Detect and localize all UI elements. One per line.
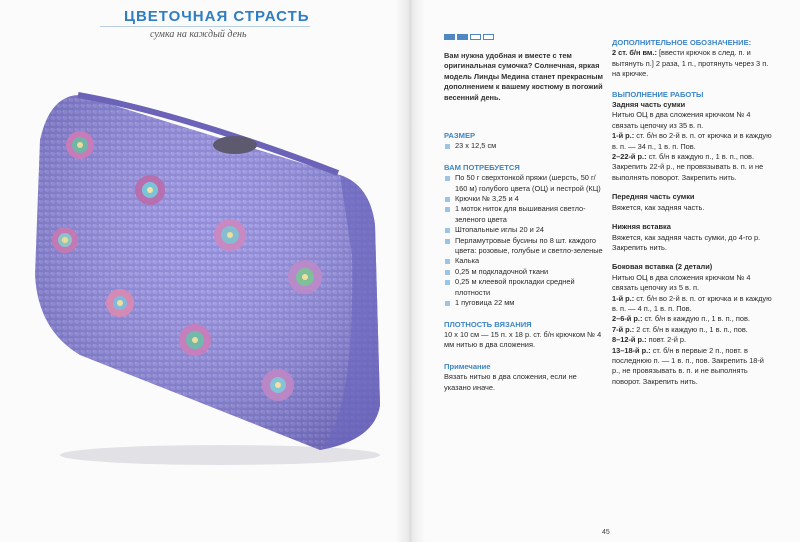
right-column [612,38,772,387]
list-item: Калька [444,256,604,266]
row-label: 2–22-й р.: [612,152,647,162]
left-column [444,131,604,393]
row-label: 7-й р.: [612,324,635,334]
size-value: 23 x 12,5 см [444,141,604,151]
row-label: 8–12-й р.: [612,335,647,345]
row-text: ст. б/н в каждую п., 1 в. п., пов. [644,314,750,324]
size-list [444,141,604,151]
list-item: Штопальные иглы 20 и 24 [444,225,604,235]
page-number: 45 [602,529,610,536]
back-row [612,131,772,152]
back-intro: Нитью ОЦ в два сложения крючком № 4 связать цепочку из 35 в. п. [612,110,751,130]
crocheted-bag-photo [20,55,390,475]
bottom-heading: Нижняя вставка [612,222,671,232]
front-heading: Передняя часть сумки [612,192,695,202]
size-heading: РАЗМЕР [444,131,476,140]
title-rule [100,26,310,27]
note-heading: Примечание [444,361,491,371]
list-item: 0,25 м клеевой прокладки средней плотности [444,277,604,298]
side-row [612,325,772,335]
materials-heading: ВАМ ПОТРЕБУЕТСЯ [444,162,520,172]
gauge-heading: ПЛОТНОСТЬ ВЯЗАНИЯ [444,319,532,329]
front-text: Вяжется, как задняя часть. [612,202,705,212]
list-item: Перламутровые бусины по 8 шт. каждого цвета: розовые, голубые и светло-зеленые [444,236,604,257]
list-item: 0,25 м подкладочной ткани [444,267,604,277]
row-text: 2 ст. б/н в каждую п., 1 в. п., пов. [636,324,748,334]
list-item: Крючки № 3,25 и 4 [444,194,604,204]
row-label: 2–6-й р.: [612,314,643,324]
row-text: повт. 2-й р. [648,335,687,345]
extra-text [612,48,772,79]
materials-list [444,173,604,308]
row-text: ст. б/н во 2-й в. п. от крючка и в каждую в. п. — 4 п., 1 в. п. Пов. [612,293,772,313]
list-item: 1 пуговица 22 мм [444,298,604,308]
back-heading: Задняя часть сумки [612,100,686,110]
extra-heading: ДОПОЛНИТЕЛЬНОЕ ОБОЗНАЧЕНИЕ: [612,38,752,47]
list-item: 1 моток ниток для вышивания светло-зеленого цвета [444,204,604,225]
page-title: ЦВЕТОЧНАЯ СТРАСТЬ [124,8,310,25]
row-label: 13–18-й р.: [612,345,651,355]
intro-text: Вам нужна удобная и вместе с тем оригинальная сумочка? Солнечная, яркая модель Линды Медина станет прекрасным дополнением к вашему костюму в погожий весенний день. [444,51,604,102]
row-label: 1-й р.: [612,131,635,141]
list-item: По 50 г сверхтонкой пряжи (шерсть, 50 г/ 160 м) голубого цвета (ОЦ) и пестрой (КЦ) [444,173,604,194]
note-text: Вязать нитью в два сложения, если не указано иначе. [444,372,577,392]
side-row [612,346,772,388]
side-row [612,335,772,345]
back-row [612,152,772,183]
side-heading: Боковая вставка (2 детали) [612,262,713,272]
difficulty-indicator [444,34,494,40]
row-label: 1-й р.: [612,293,635,303]
page-subtitle: сумка на каждый день [150,29,247,40]
side-intro: Нитью ОЦ в два сложения крючком № 4 связать цепочку из 5 в. п. [612,272,751,293]
row-text: ст. б/н во 2-й в. п. от крючка и в каждую в. п. — 34 п., 1 в. п. Пов. [612,131,772,151]
side-row [612,314,772,324]
work-heading: ВЫПОЛНЕНИЕ РАБОТЫ [612,89,704,99]
side-row [612,294,772,315]
row-text: ст. б/н в каждую п., 1 в. п., пов. Закрепить 22-й р., не провязывать в. п. и не выполнять поворот. Закрепить нить. [612,152,764,182]
extra-abbr: 2 ст. б/н вм.: [612,48,657,58]
row-text: ст. б/н в первые 2 п., повт. в последнюю п. — 1 в. п., пов. Закрепить 18-й р., не провязывать в. п. и не выполнять поворот. Закрепить нить. [612,345,764,386]
extra-desc: [ввести крючок в след. п. и вытянуть п.] 2 раза, 1 п., протянуть через 3 п. на крючке. [612,48,769,79]
gauge-text: 10 x 10 см — 15 п. x 18 р. ст. б/н крючком № 4 мм нитью в два сложения. [444,329,602,350]
page-gutter [395,0,425,542]
bottom-text: Вяжется, как задняя часть сумки, до 4-го р. Закрепить нить. [612,232,761,252]
